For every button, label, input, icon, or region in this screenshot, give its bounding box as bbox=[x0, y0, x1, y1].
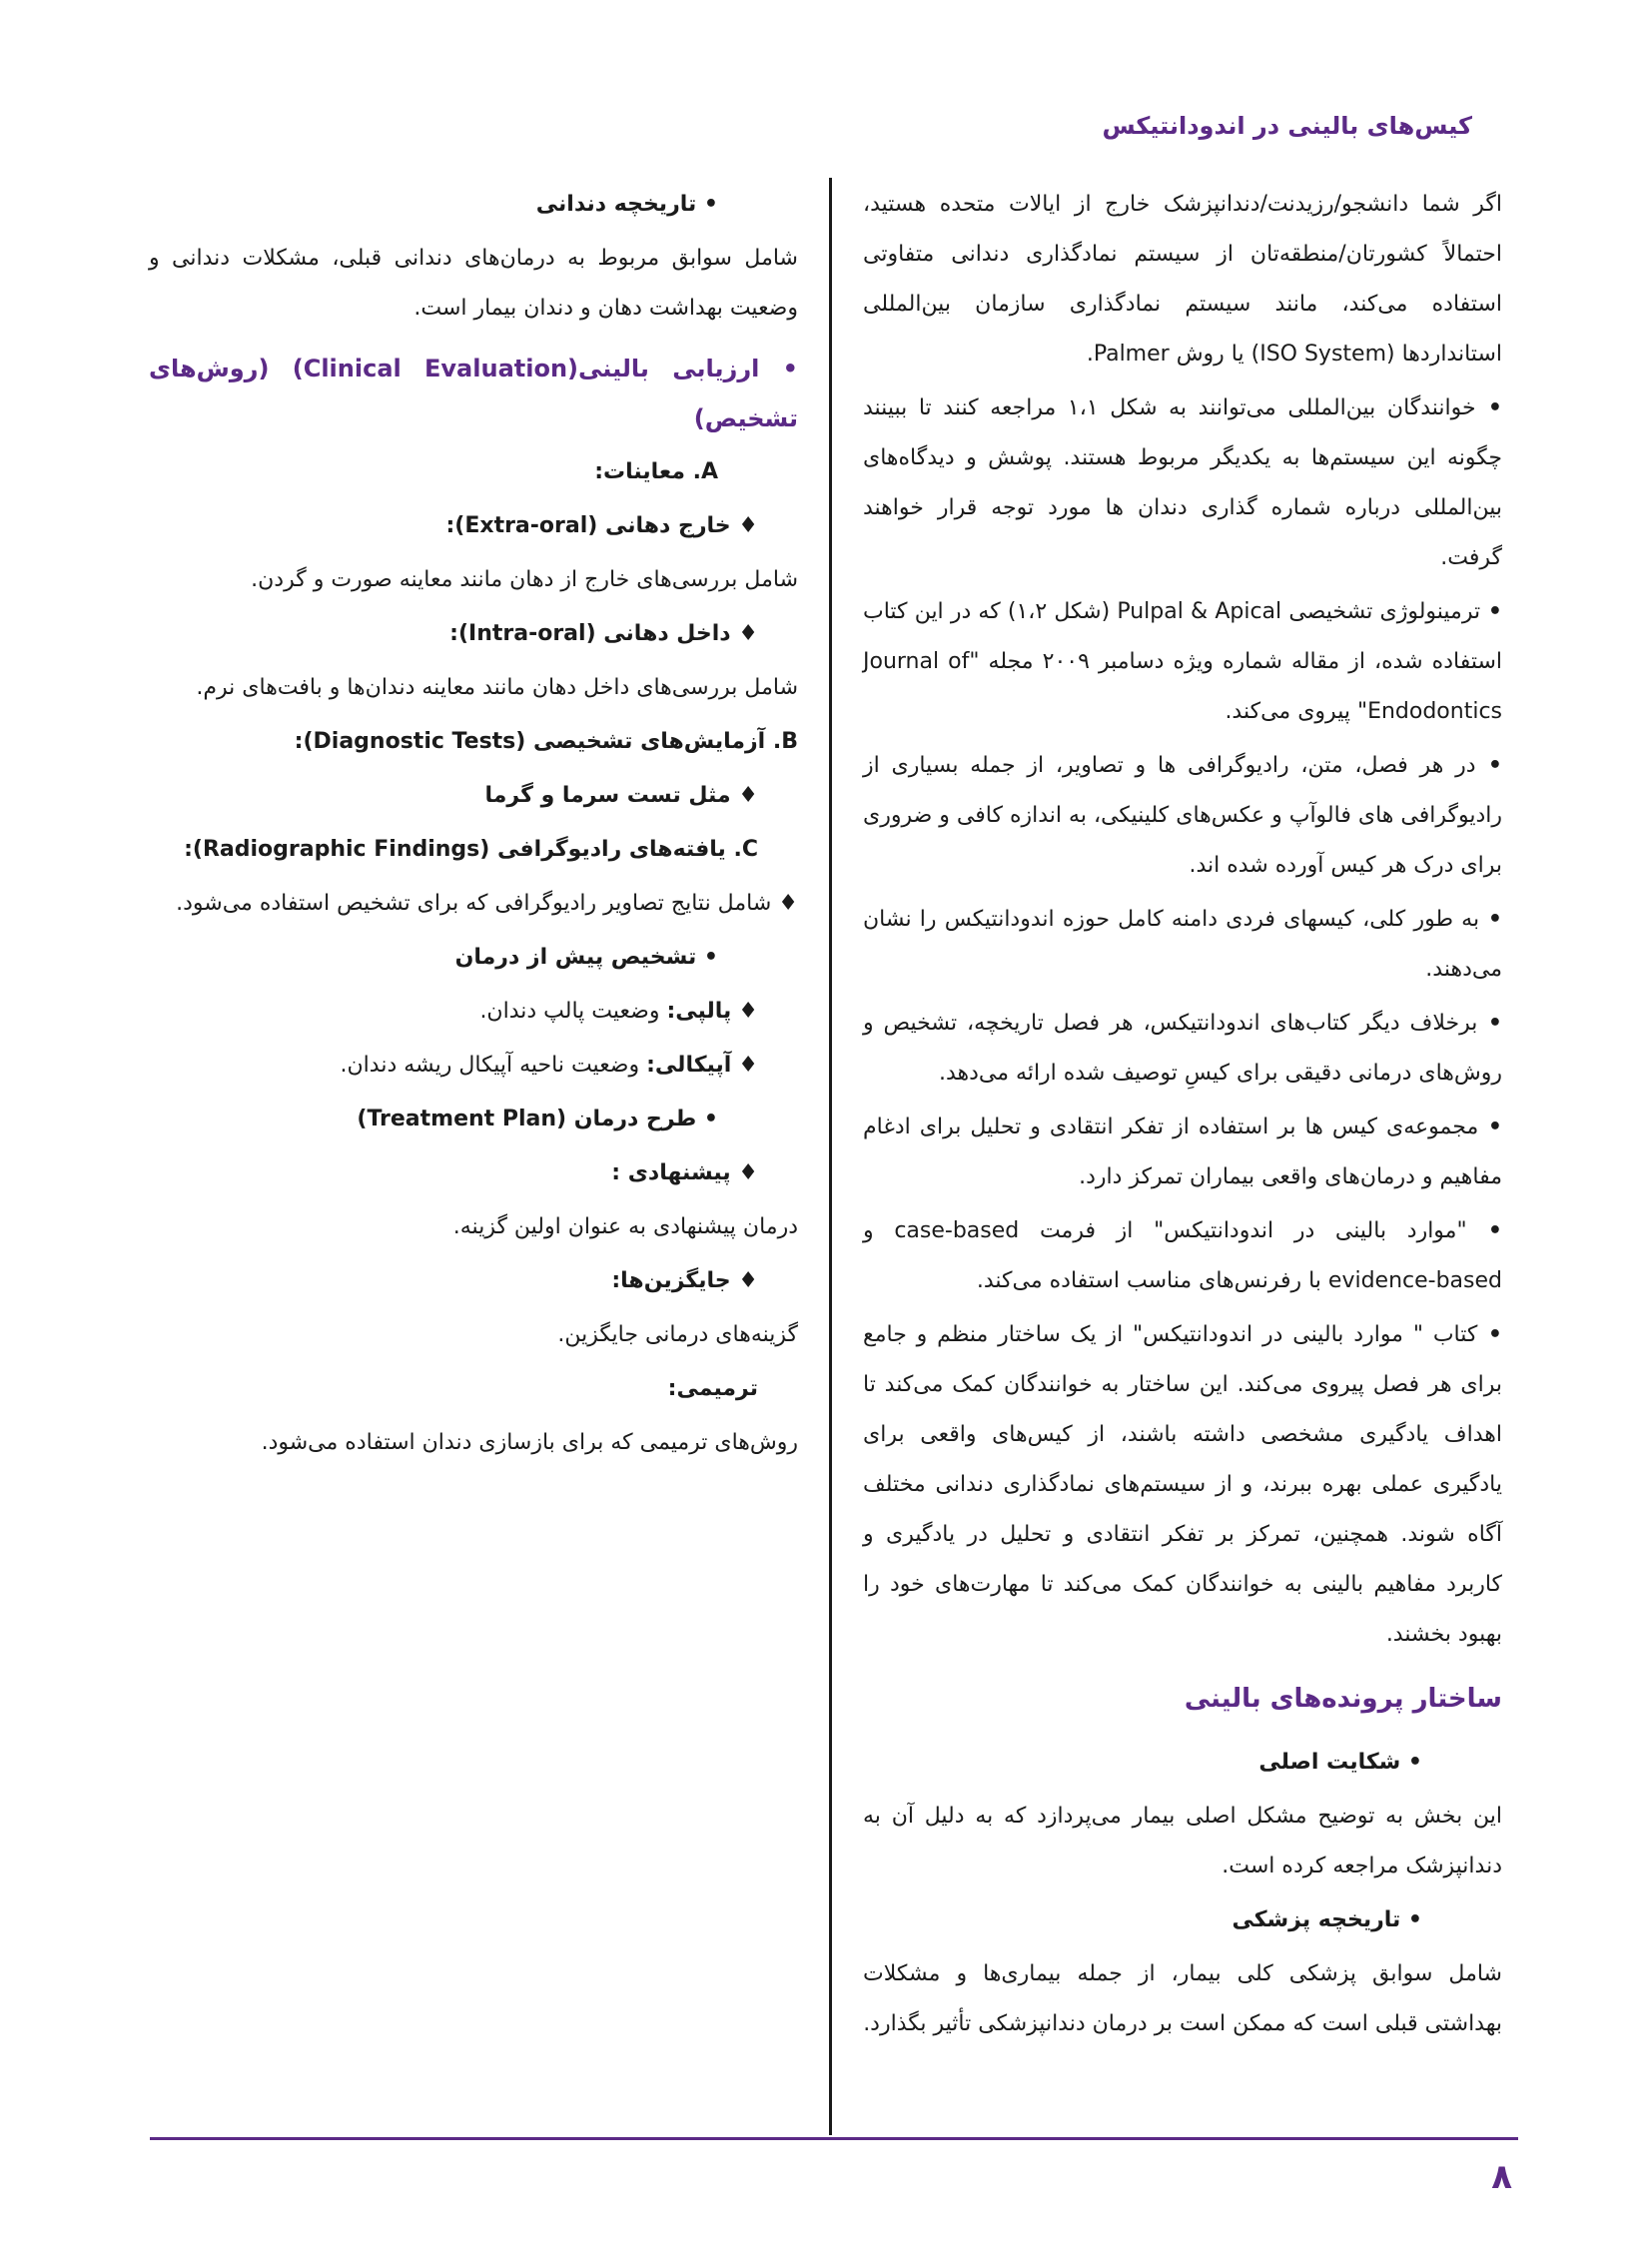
column-divider bbox=[829, 178, 832, 2135]
clinical-evaluation-heading: • ارزیابی بالینی(Clinical Evaluation) (روش‌های تشخیص) bbox=[149, 344, 798, 443]
suggested-heading: ♦ پیشنهادی : bbox=[149, 1148, 798, 1198]
paragraph-scope: • به طور کلی، کیسهای فردی دامنه کامل حوزه اندودانتیکس را نشان می‌دهند. bbox=[863, 895, 1502, 995]
apical-label: آپیکالی: bbox=[646, 1053, 732, 1078]
left-column bbox=[149, 180, 798, 1472]
extra-oral-text: شامل بررسی‌های خارج از دهان مانند معاینه صورت و گردن. bbox=[251, 567, 798, 592]
extra-oral-heading: ♦ خارج دهانی (Extra-oral): bbox=[149, 501, 798, 551]
medical-history-heading: • تاریخچه پزشکی bbox=[863, 1895, 1502, 1945]
right-column bbox=[863, 180, 1502, 2053]
suggested-text: درمان پیشنهادی به عنوان اولین گزینه. bbox=[452, 1214, 798, 1239]
paragraph-international: • خوانندگان بین‌المللی می‌توانند به شکل ۱،۱ مراجعه کنند تا ببینند چگونه این سیستم‌ها به یکدیگر مربوط هستند. پوشش و دیدگاه‌های بین‌المللی درباره شماره گذاری دندان ها مورد توجه قرار خواهند گرفت. bbox=[863, 383, 1502, 583]
apical-item bbox=[149, 1041, 798, 1091]
alternatives-heading: ♦ جایگزین‌ها: bbox=[149, 1256, 798, 1306]
paragraph-terminology: • ترمینولوژی تشخیصی Pulpal & Apical (شکل ۱،۲) که در این کتاب استفاده شده، از مقاله شماره ویژه دسامبر ۲۰۰۹ مجله "Journal of Endodontics" پیروی می‌کند. bbox=[863, 587, 1502, 737]
alternatives-text: گزینه‌های درمانی جایگزین. bbox=[557, 1322, 798, 1347]
pulpal-label: پالپی: bbox=[666, 999, 732, 1024]
paragraph-format: • "موارد بالینی در اندودانتیکس" از فرمت case-based و evidence-based با رفرنس‌های مناسب استفاده می‌کند. bbox=[863, 1206, 1502, 1306]
page-number: ۸ bbox=[1491, 2157, 1512, 2197]
chief-complaint-heading: • شکایت اصلی bbox=[863, 1738, 1502, 1788]
footer-rule bbox=[150, 2137, 1518, 2140]
radiographic-findings-text: ♦ شامل نتایج تصاویر رادیوگرافی که برای تشخیص استفاده می‌شود. bbox=[149, 879, 798, 929]
paragraph-intro: اگر شما دانشجو/رزیدنت/دندانپزشک خارج از ایالات متحده هستید، احتمالاً کشورتان/منطقه‌تان از سیستم نمادگذاری دندانی متفاوتی استفاده می‌کند، مانند سیستم نمادگذاری سازمان بین‌المللی استانداردها (ISO System) یا روش Palmer. bbox=[863, 192, 1502, 367]
restorative-heading: ترمیمی: bbox=[667, 1376, 758, 1401]
dental-history-text: شامل سوابق مربوط به درمان‌های دندانی قبلی، مشکلات دندانی و وضعیت بهداشت دهان و دندان بیمار است. bbox=[149, 246, 798, 321]
running-title: کیس‌های بالینی در اندودانتیکس bbox=[1102, 112, 1472, 140]
treatment-plan-heading: • طرح درمان (Treatment Plan) bbox=[149, 1095, 798, 1144]
paragraph-chapters: • برخلاف دیگر کتاب‌های اندودانتیکس، هر فصل تاریخچه، تشخیص و روش‌های درمانی دقیقی برای کیسِ توصیف شده ارائه می‌دهد. bbox=[863, 999, 1502, 1099]
diagnostic-tests-heading: B. آزمایش‌های تشخیصی (Diagnostic Tests): bbox=[294, 729, 798, 754]
chief-complaint-text: این بخش به توضیح مشکل اصلی بیمار می‌پردازد که به دلیل آن به دندانپزشک مراجعه کرده است. bbox=[863, 1804, 1502, 1878]
pre-treatment-diagnosis-heading: • تشخیص پیش از درمان bbox=[149, 933, 798, 983]
examinations-heading: A. معاینات: bbox=[594, 459, 718, 484]
dental-history-heading: • تاریخچه دندانی bbox=[149, 180, 798, 230]
paragraph-radiographs: • در هر فصل، متن، رادیوگرافی ها و تصاویر، از جمله بسیاری از رادیوگرافی های فالوآپ و عکس‌های کلینیکی، به اندازه کافی و ضروری برای درک هر کیس آورده شده اند. bbox=[863, 741, 1502, 891]
cold-heat-test: ♦ مثل تست سرما و گرما bbox=[149, 771, 798, 821]
paragraph-structure: • کتاب " موارد بالینی در اندودانتیکس" از یک ساختار منظم و جامع برای هر فصل پیروی می‌کند. این ساختار به خوانندگان کمک می‌کند تا اهداف یادگیری مشخصی داشته باشند، از کیس‌های واقعی برای یادگیری عملی بهره ببرند، و از سیستم‌های نمادگذاری دندانی مختلف آگاه شوند. همچنین، تمرکز بر تفکر انتقادی و تحلیل در یادگیری و کاربرد مفاهیم بالینی به خوانندگان کمک می‌کند تا مهارت‌های خود را بهبود بخشند. bbox=[863, 1310, 1502, 1660]
section-title-case-structure: ساختار پرونده‌های بالینی bbox=[1184, 1684, 1502, 1714]
paragraph-critical-thinking: • مجموعه‌ی کیس ها بر استفاده از تفکر انتقادی و تحلیل برای ادغام مفاهیم و درمان‌های واقعی بیماران تمرکز دارد. bbox=[863, 1103, 1502, 1202]
apical-text: وضعیت ناحیه آپیکال ریشه دندان. bbox=[340, 1053, 640, 1078]
radiographic-findings-heading: C. یافته‌های رادیوگرافی (Radiographic Findings): bbox=[184, 837, 758, 862]
intra-oral-text: شامل بررسی‌های داخل دهان مانند معاینه دندان‌ها و بافت‌های نرم. bbox=[196, 675, 798, 700]
pulpal-text: وضعیت پالپ دندان. bbox=[479, 999, 660, 1024]
pulpal-item bbox=[149, 987, 798, 1037]
medical-history-text: شامل سوابق پزشکی کلی بیمار، از جمله بیماری‌ها و مشکلات بهداشتی قبلی است که ممکن است بر درمان دندانپزشکی تأثیر بگذارد. bbox=[863, 1961, 1502, 2036]
restorative-text: روش‌های ترمیمی که برای بازسازی دندان استفاده می‌شود. bbox=[261, 1430, 798, 1455]
intra-oral-heading: ♦ داخل دهانی (Intra-oral): bbox=[149, 609, 798, 659]
